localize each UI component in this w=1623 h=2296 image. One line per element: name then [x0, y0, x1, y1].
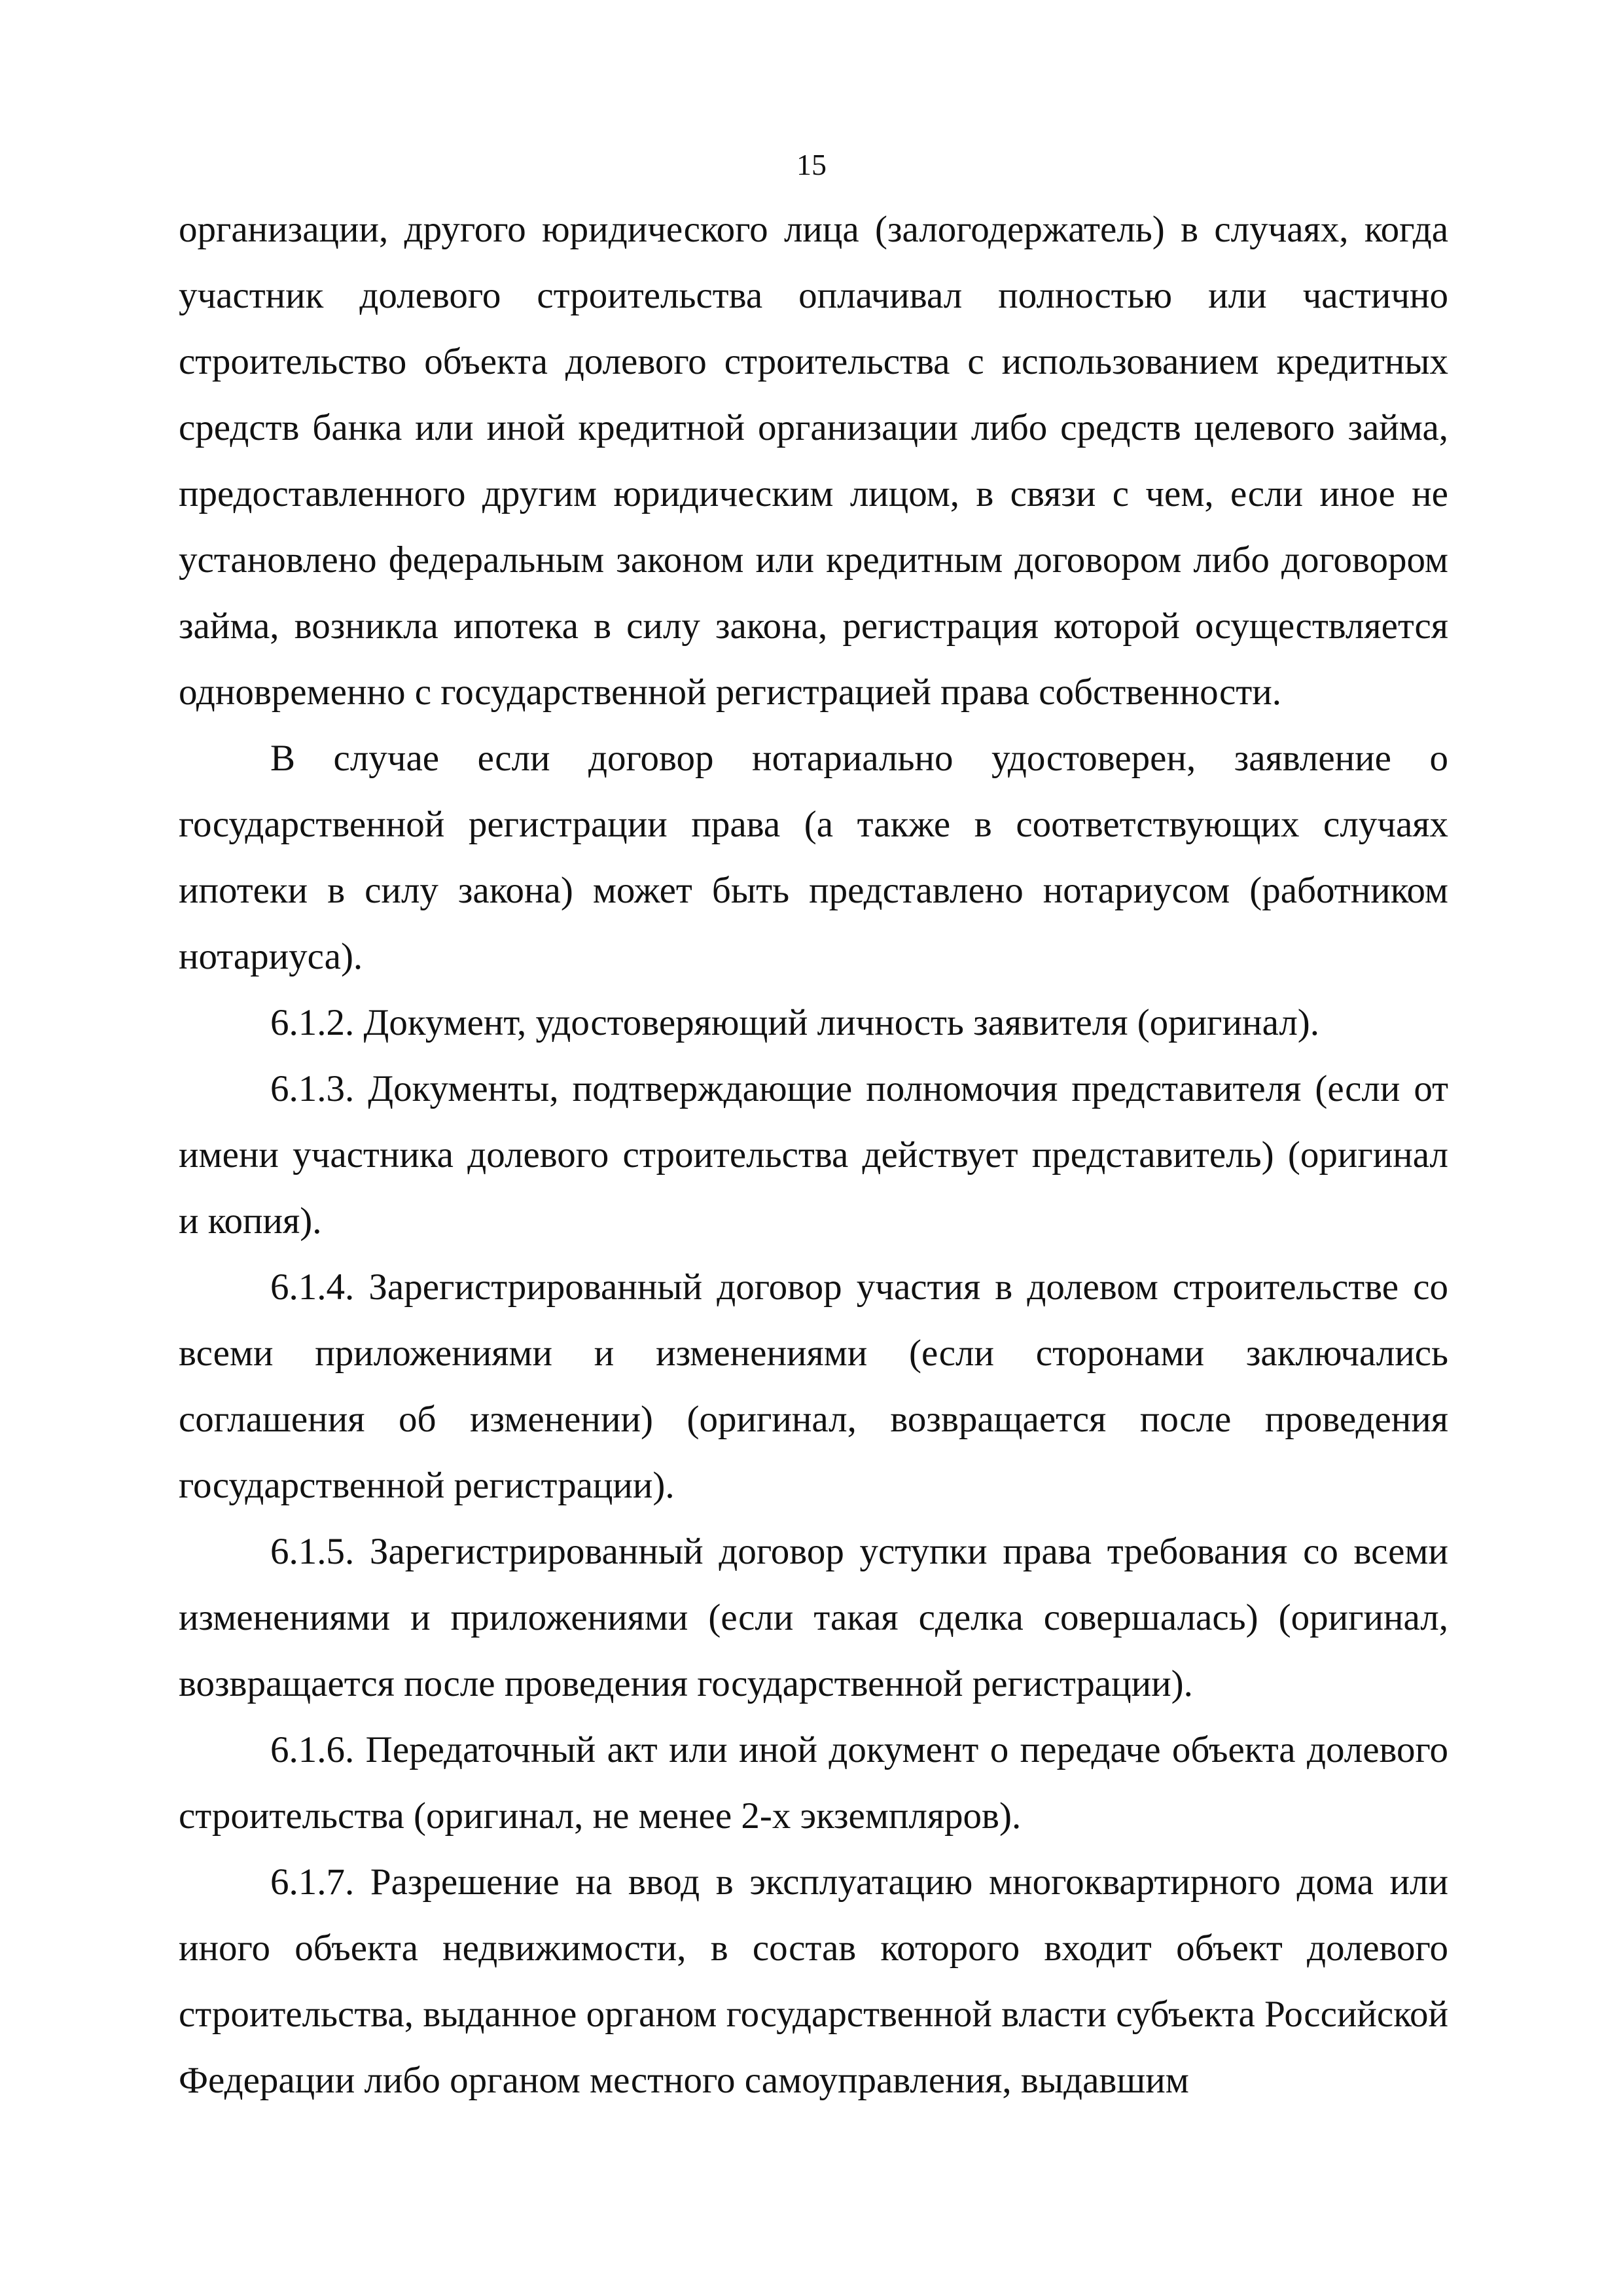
page-number: 15 — [796, 148, 827, 181]
paragraph-continuation: организации, другого юридического лица (залогодержатель) в случаях, когда участник долевого строительства оплачивал полностью или частично строительство объекта долевого строительства с использованием кредитных средств банка или иной кредитной организации либо средств целевого займа, предоставленного другим юридическим лицом, в связи с чем, если иное не установлено федеральным законом или кредитным договором либо договором займа, возникла ипотека в силу закона, регистрация которой осуществляется одновременно с государственной регистрацией права собственности. — [179, 209, 1448, 713]
item-6-1-5: 6.1.5. Зарегистрированный договор уступки права требования со всеми изменениями и приложениями (если такая сделка совершалась) (оригинал, возвращается после проведения государственной регистрации). — [179, 1531, 1448, 1704]
item-6-1-6: 6.1.6. Передаточный акт или иной документ о передаче объекта долевого строительства (оригинал, не менее 2-х экземпляров). — [179, 1729, 1448, 1837]
item-6-1-2: 6.1.2. Документ, удостоверяющий личность заявителя (оригинал). — [270, 1002, 1320, 1043]
item-6-1-3: 6.1.3. Документы, подтверждающие полномочия представителя (если от имени участника долевого строительства действует представитель) (оригинал и копия). — [179, 1068, 1448, 1242]
item-6-1-4: 6.1.4. Зарегистрированный договор участия в долевом строительстве со всеми приложениями и изменениями (если сторонами заключались соглашения об изменении) (оригинал, возвращается после проведения государственной регистрации). — [179, 1266, 1448, 1506]
paragraph-notary: В случае если договор нотариально удостоверен, заявление о государственной регистрации права (а также в соответствующих случаях ипотеки в силу закона) может быть представлено нотариусом (работником нотариуса). — [179, 738, 1448, 977]
item-6-1-7: 6.1.7. Разрешение на ввод в эксплуатацию многоквартирного дома или иного объекта недвижимости, в состав которого входит объект долевого строительства, выданное органом государственной власти субъекта Российской Федерации либо органом местного самоуправления, выдавшим — [179, 1861, 1448, 2101]
document-body — [179, 196, 1448, 2113]
